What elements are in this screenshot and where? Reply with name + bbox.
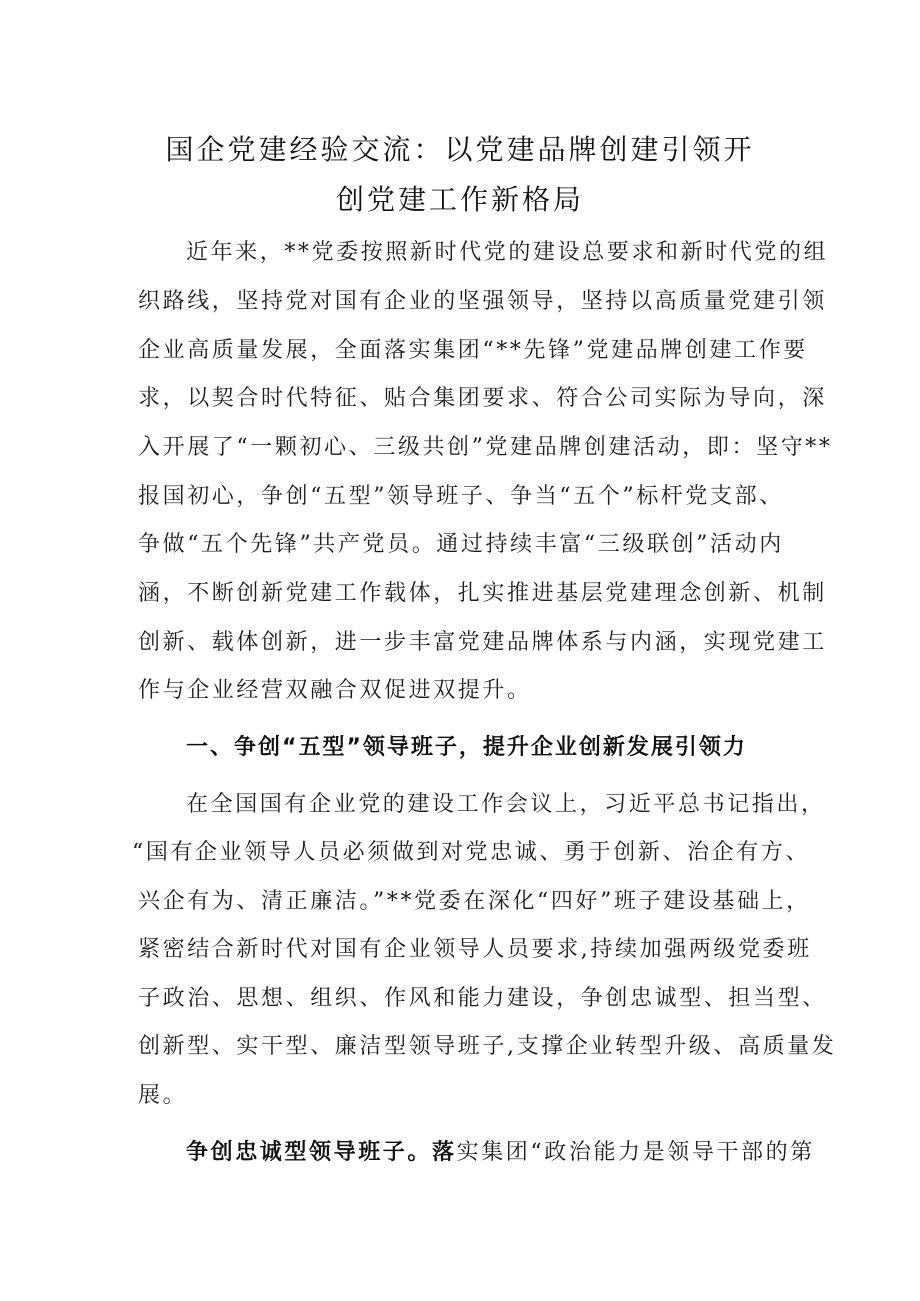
paragraph-line: 报国初心，争创“五型”领导班子、争当“五个”标杆党支部、 — [138, 484, 784, 509]
subsection-bold-lead: 争创忠诚型领导班子。落 — [186, 1140, 457, 1165]
paragraph-line: 入开展了“一颗初心、三级共创”党建品牌创建活动，即：坚守** — [138, 435, 833, 460]
paragraph-line: 创新、载体创新，进一步丰富党建品牌体系与内涵，实现党建工 — [138, 630, 827, 655]
paragraph-line: 织路线，坚持党对国有企业的坚强领导，坚持以高质量党建引领 — [138, 289, 827, 314]
paragraph-line: 争做“五个先锋”共产党员。通过持续丰富“三级联创”活动内 — [138, 532, 784, 557]
paragraph-line: 展。 — [138, 1083, 188, 1108]
paragraph-line: “国有企业领导人员必须做到对党忠诚、勇于创新、治企有方、 — [132, 840, 811, 865]
paragraph-line: 兴企有为、清正廉洁。”**党委在深化“四好”班子建设基础上， — [138, 889, 811, 914]
paragraph-line: 在全国国有企业党的建设工作会议上，习近平总书记指出， — [186, 792, 826, 817]
paragraph-line: 近年来，**党委按照新时代党的建设总要求和新时代党的组 — [186, 240, 829, 265]
paragraph-line: 企业高质量发展，全面落实集团“**先锋”党建品牌创建工作要 — [138, 338, 808, 363]
paragraph-line: 作与企业经营双融合双促进双提升。 — [138, 678, 532, 703]
paragraph-line: 紧密结合新时代对国有企业领导人员要求,持续加强两级党委班 — [138, 937, 812, 962]
section-heading: 一、争创“五型”领导班子，提升企业创新发展引领力 — [186, 735, 747, 760]
subsection-paragraph — [186, 1138, 842, 1168]
paragraph-line: 求，以契合时代特征、贴合集团要求、符合公司实际为导向，深 — [138, 386, 827, 411]
document-title-line-1: 国企党建经验交流：以党建品牌创建引领开 — [165, 133, 755, 166]
paragraph-line: 子政治、思想、组织、作风和能力建设，争创忠诚型、担当型、 — [138, 986, 827, 1011]
paragraph-line: 创新型、实干型、廉洁型领导班子,支撑企业转型升级、高质量发 — [138, 1034, 837, 1059]
document-title-line-2: 创党建工作新格局 — [335, 183, 584, 216]
paragraph-line: 涵，不断创新党建工作载体，扎实推进基层党建理念创新、机制 — [138, 581, 827, 606]
subsection-text: 实集团“政治能力是领导干部的第 — [456, 1140, 815, 1165]
